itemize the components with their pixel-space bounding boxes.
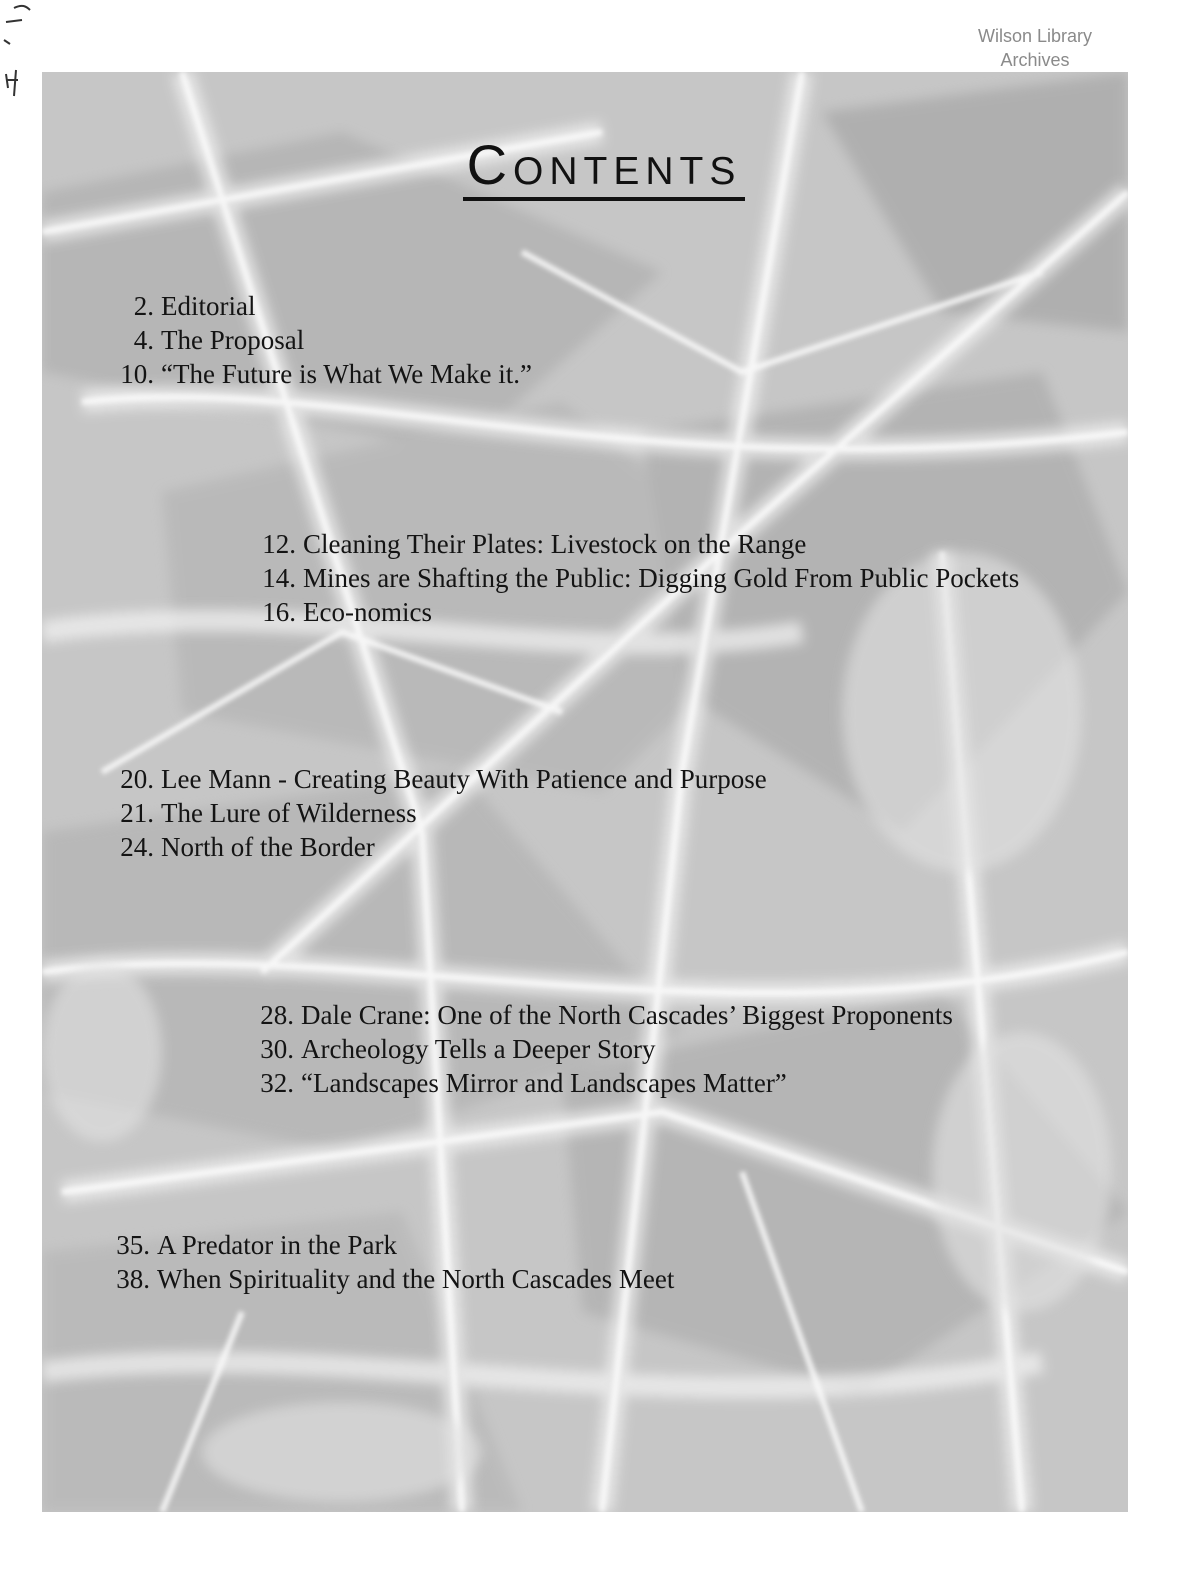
archive-stamp-line1: Wilson Library xyxy=(977,26,1093,46)
toc-entry-title: “Landscapes Mirror and Landscapes Matter” xyxy=(301,1068,787,1098)
toc-entry xyxy=(116,830,767,864)
toc-entry-title: North of the Border xyxy=(161,832,375,862)
toc-page-number: 30. xyxy=(260,1034,294,1064)
toc-page-number: 14. xyxy=(262,563,296,593)
toc-entry xyxy=(116,323,532,357)
toc-page-number: 2. xyxy=(133,291,154,321)
toc-entry xyxy=(112,1228,674,1262)
toc-entry xyxy=(258,595,1019,629)
toc-entry xyxy=(112,1262,674,1296)
toc-entry xyxy=(256,1032,953,1066)
toc-entry-title: Lee Mann - Creating Beauty With Patience and Purpose xyxy=(161,764,767,794)
toc-entry-title: Archeology Tells a Deeper Story xyxy=(301,1034,656,1064)
toc-page-number: 4. xyxy=(133,325,154,355)
toc-group-4 xyxy=(256,998,953,1100)
toc-entry xyxy=(116,289,532,323)
toc-group-2 xyxy=(258,527,1019,629)
toc-page-number: 10. xyxy=(120,359,154,389)
toc-group-3 xyxy=(116,762,767,864)
toc-entry xyxy=(116,796,767,830)
toc-group-5 xyxy=(112,1228,674,1296)
toc-page-number: 24. xyxy=(120,832,154,862)
toc-entry-title: A Predator in the Park xyxy=(157,1230,397,1260)
toc-entry-title: “The Future is What We Make it.” xyxy=(161,359,532,389)
handwritten-margin-marks xyxy=(0,0,40,110)
toc-entry xyxy=(116,357,532,391)
toc-entry-title: When Spirituality and the North Cascades Meet xyxy=(157,1264,675,1294)
page-title-text: Contents xyxy=(463,135,746,201)
toc-entry xyxy=(116,762,767,796)
toc-page-number: 16. xyxy=(262,597,296,627)
toc-page-number: 38. xyxy=(116,1264,150,1294)
toc-entry xyxy=(258,527,1019,561)
archive-stamp-line2: Archives xyxy=(1000,50,1070,70)
toc-entry-title: The Proposal xyxy=(161,325,305,355)
toc-entry-title: Mines are Shafting the Public: Digging Gold From Public Pockets xyxy=(303,563,1020,593)
toc-entry-title: Eco-nomics xyxy=(303,597,432,627)
toc-entry-title: The Lure of Wilderness xyxy=(161,798,417,828)
toc-page-number: 21. xyxy=(120,798,154,828)
toc-entry xyxy=(256,1066,953,1100)
toc-entry-title: Editorial xyxy=(161,291,256,321)
toc-page-number: 12. xyxy=(262,529,296,559)
toc-entry xyxy=(258,561,1019,595)
toc-page-number: 28. xyxy=(260,1000,294,1030)
toc-entry-title: Dale Crane: One of the North Cascades’ Biggest Proponents xyxy=(301,1000,953,1030)
archive-stamp xyxy=(960,24,1110,72)
toc-group-1 xyxy=(116,289,532,391)
toc-entry xyxy=(256,998,953,1032)
toc-page-number: 20. xyxy=(120,764,154,794)
toc-page-number: 32. xyxy=(260,1068,294,1098)
toc-page-number: 35. xyxy=(116,1230,150,1260)
toc-entry-title: Cleaning Their Plates: Livestock on the Range xyxy=(303,529,807,559)
page-title xyxy=(0,132,1198,201)
